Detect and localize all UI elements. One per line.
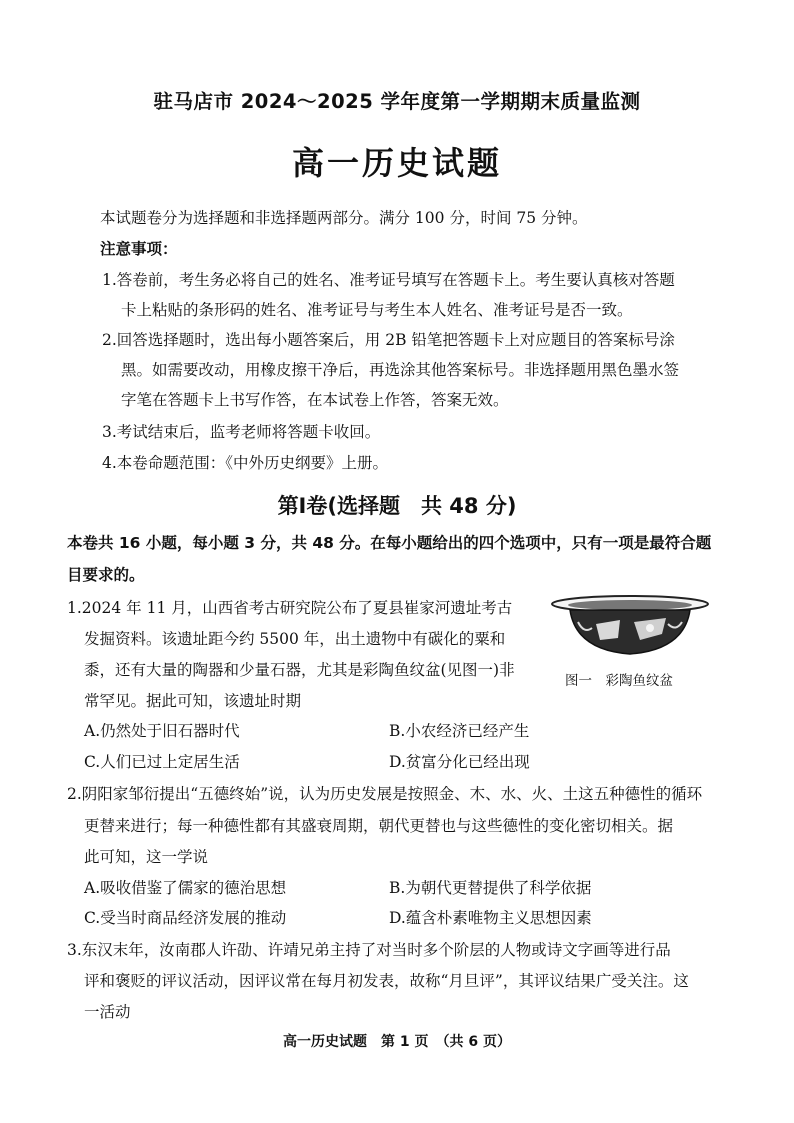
question-3-stem: 评和褒贬的评议活动，因评议常在每月初发表，故称“月旦评”，其评议结果广受关注。这	[84, 972, 689, 990]
notice-line: 3.考试结束后，监考老师将答题卡收回。	[102, 423, 381, 441]
question-1-option-d: D.贫富分化已经出现	[389, 753, 530, 771]
painted-pottery-basin-image	[548, 594, 713, 658]
exam-organization-heading: 驻马店市 2024～2025 学年度第一学期期末质量监测	[153, 90, 641, 113]
notice-heading: 注意事项：	[100, 240, 178, 258]
question-1-option-b: B.小农经济已经产生	[389, 722, 530, 740]
section-instructions: 目要求的。	[67, 566, 145, 584]
question-1-stem: 常罕见。据此可知，该遗址时期	[84, 692, 302, 710]
section-title: 第Ⅰ卷(选择题 共 48 分)	[277, 494, 517, 518]
question-2-option-d: D.蕴含朴素唯物主义思想因素	[389, 909, 592, 927]
question-2-stem: 此可知，这一学说	[84, 848, 209, 866]
question-3-stem: 一活动	[84, 1003, 131, 1021]
question-1-option-c: C.人们已过上定居生活	[84, 753, 240, 771]
notice-line: 2.回答选择题时，选出每小题答案后，用 2B 铅笔把答题卡上对应题目的答案标号涂	[102, 331, 675, 349]
question-1-option-a: A.仍然处于旧石器时代	[84, 722, 240, 740]
intro-text: 本试题卷分为选择题和非选择题两部分。满分 100 分，时间 75 分钟。	[100, 209, 588, 227]
figure-caption: 图一 彩陶鱼纹盆	[565, 673, 673, 689]
notice-line: 4.本卷命题范围：《中外历史纲要》上册。	[102, 454, 389, 472]
question-2-option-b: B.为朝代更替提供了科学依据	[389, 879, 592, 897]
notice-line: 1.答卷前，考生务必将自己的姓名、准考证号填写在答题卡上。考生要认真核对答题	[102, 271, 675, 289]
question-2-stem: 更替来进行；每一种德性都有其盛衰周期，朝代更替也与这些德性的变化密切相关。据	[84, 817, 674, 835]
question-2-option-a: A.吸收借鉴了儒家的德治思想	[84, 879, 287, 897]
question-1-stem: 黍，还有大量的陶器和少量石器，尤其是彩陶鱼纹盆(见图一)非	[84, 661, 515, 679]
notice-line: 黑。如需要改动，用橡皮擦干净后，再选涂其他答案标号。非选择题用黑色墨水签	[121, 361, 680, 379]
question-1-stem: 1.2024 年 11 月，山西省考古研究院公布了夏县崔家河遗址考古	[67, 599, 513, 617]
page-footer: 高一历史试题 第 1 页 （共 6 页）	[283, 1034, 511, 1050]
notice-line: 卡上粘贴的条形码的姓名、准考证号与考生本人姓名、准考证号是否一致。	[121, 301, 633, 319]
section-instructions: 本卷共 16 小题，每小题 3 分，共 48 分。在每小题给出的四个选项中，只有一项是最符合题	[67, 534, 712, 552]
question-2-stem: 2.阴阳家邹衍提出“五德终始”说，认为历史发展是按照金、木、水、火、土这五种德性的循环	[67, 785, 703, 803]
question-2-option-c: C.受当时商品经济发展的推动	[84, 909, 287, 927]
question-1-stem: 发掘资料。该遗址距今约 5500 年，出土遗物中有碳化的粟和	[84, 630, 506, 648]
question-3-stem: 3.东汉末年，汝南郡人许劭、许靖兄弟主持了对当时多个阶层的人物或诗文字画等进行品	[67, 941, 671, 959]
notice-line: 字笔在答题卡上书写作答，在本试卷上作答，答案无效。	[121, 391, 509, 409]
exam-title: 高一历史试题	[291, 144, 502, 182]
